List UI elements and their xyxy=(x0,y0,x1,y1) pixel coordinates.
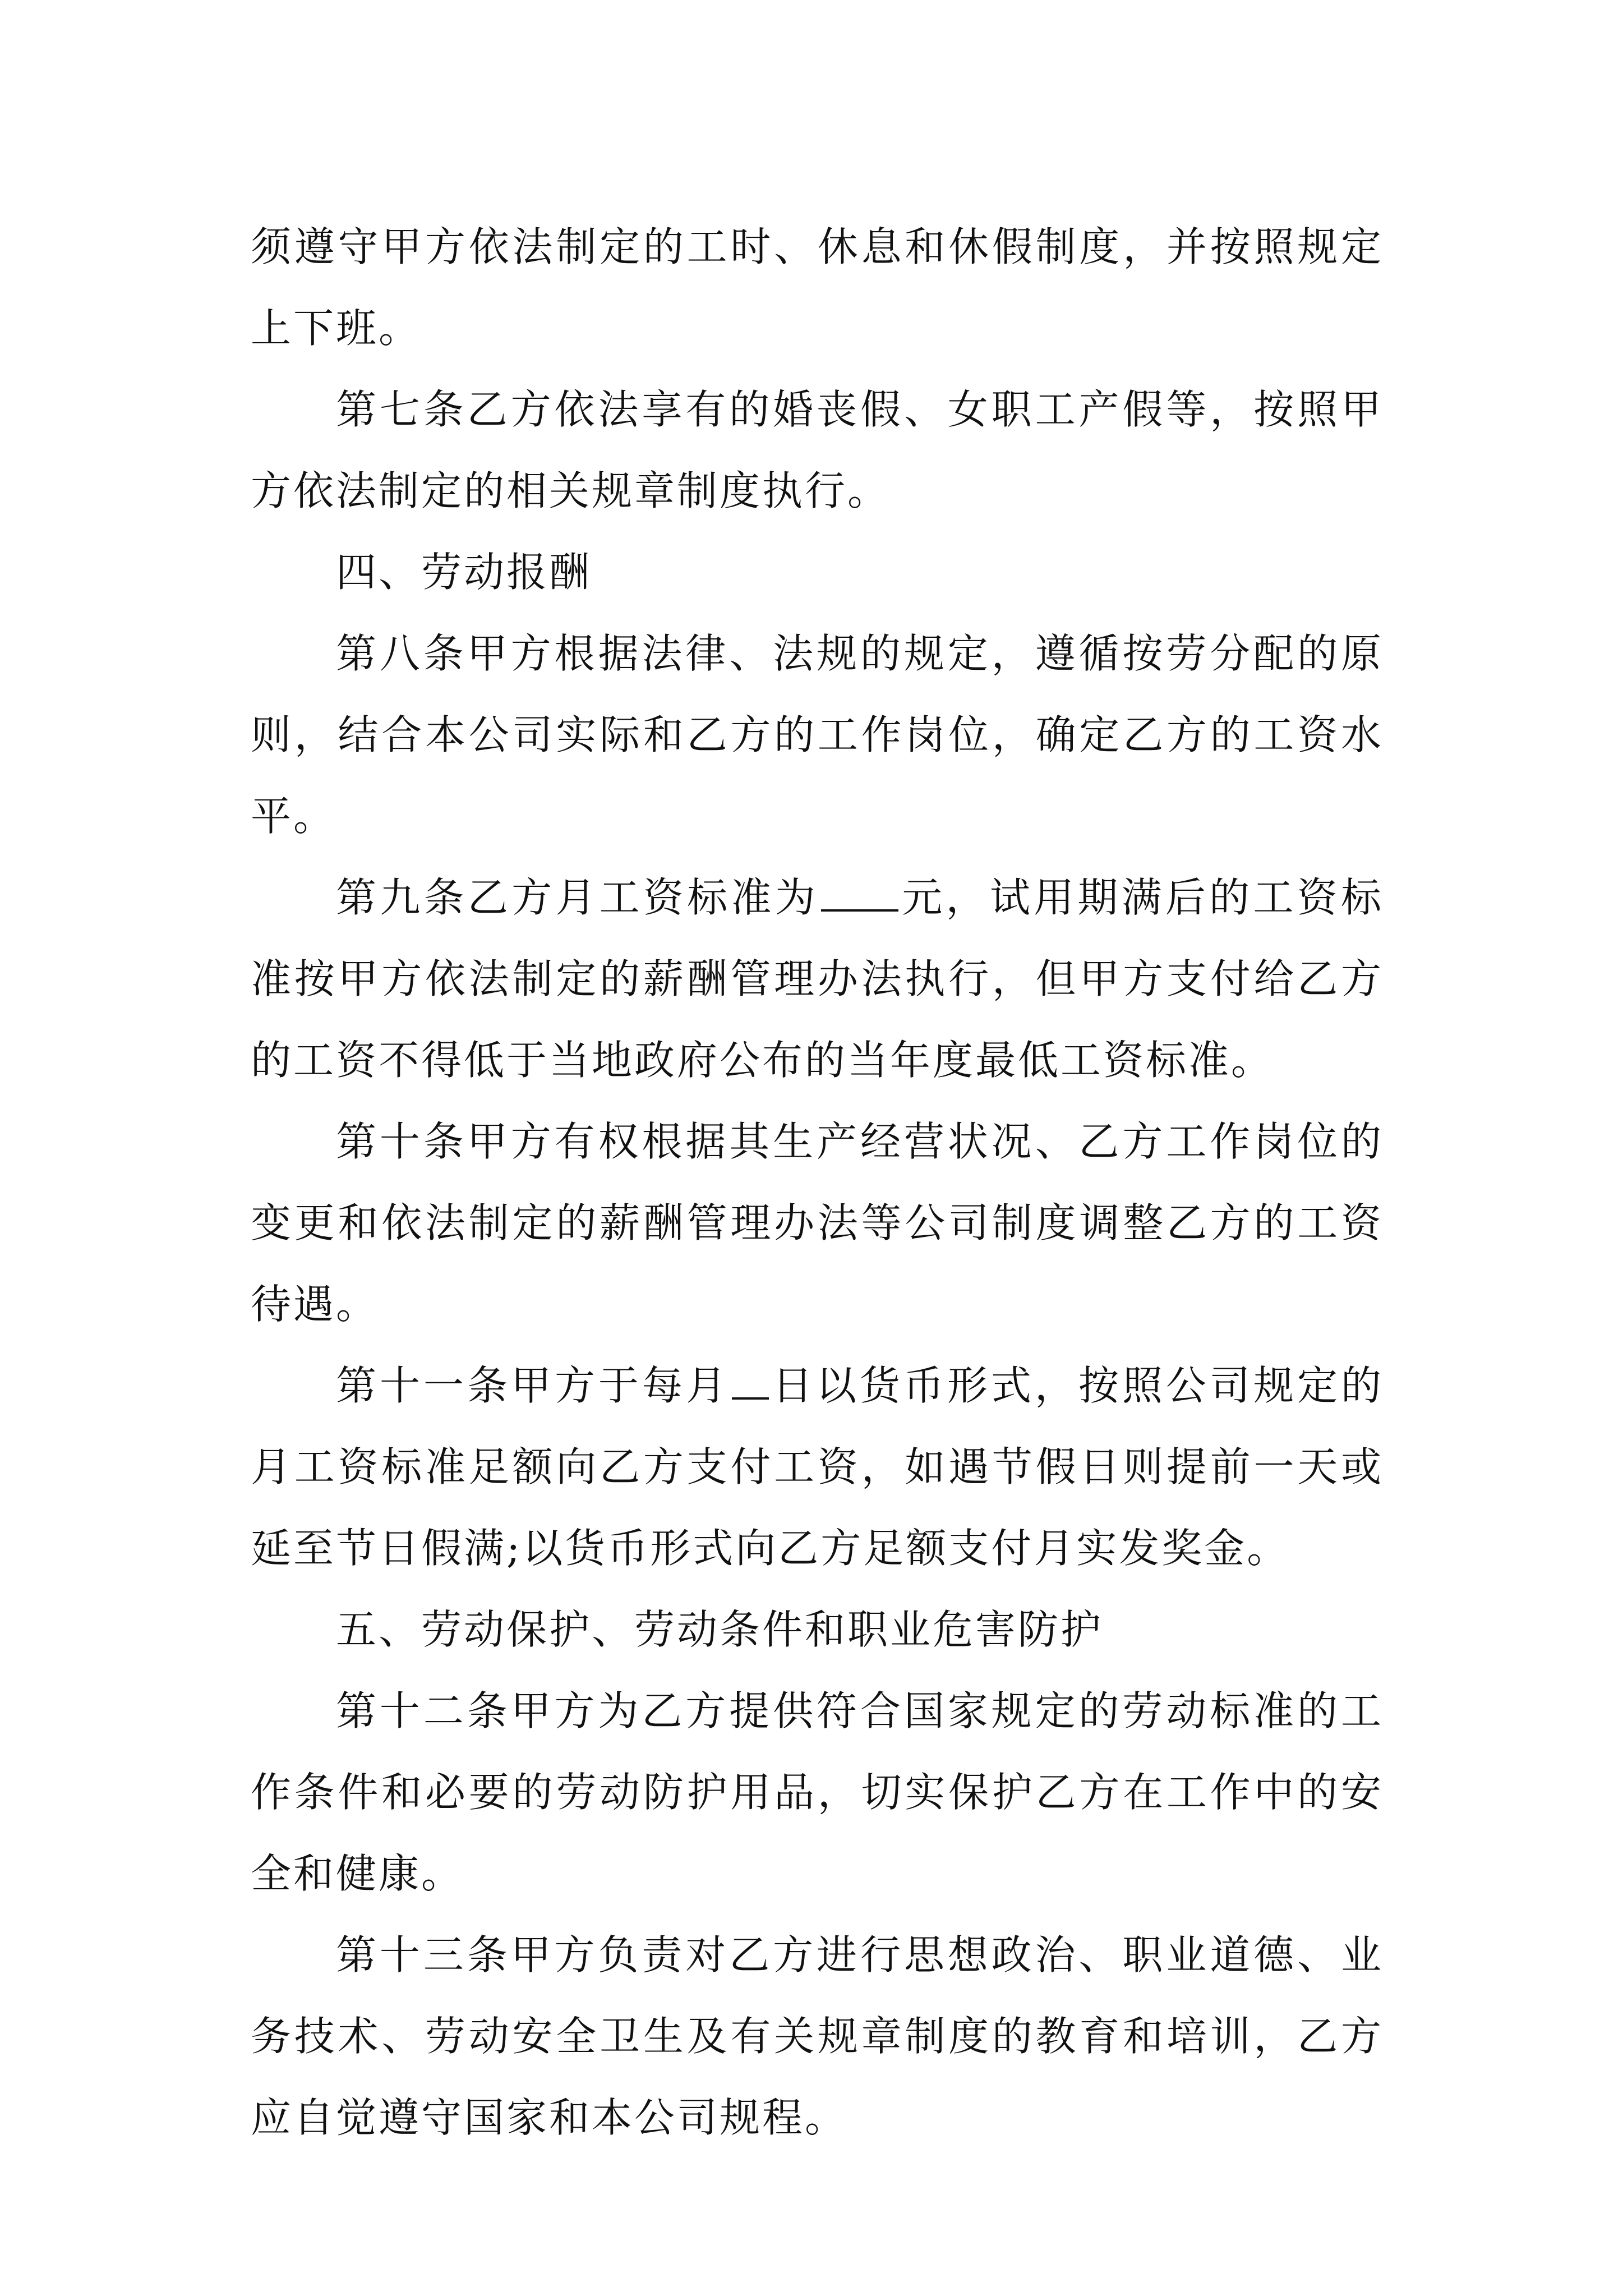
article-11-text-after-blank: 日以货币形式，按照公司规定的月工资标准足额向乙方支付工资，如遇节假日则提前一天或延至节日假满;以货币形式向乙方足额支付月实发奖金。 xyxy=(251,1362,1384,1572)
document-page xyxy=(251,206,1384,2159)
paragraph-article-10: 第十条甲方有权根据其生产经营状况、乙方工作岗位的变更和依法制定的薪酬管理办法等公司制度调整乙方的工资待遇。 xyxy=(251,1118,1384,1328)
payday-blank xyxy=(732,1366,769,1400)
salary-amount-blank xyxy=(821,878,898,912)
paragraph-article-12: 第十二条甲方为乙方提供符合国家规定的劳动标准的工作条件和必要的劳动防护用品，切实保护乙方在工作中的安全和健康。 xyxy=(251,1687,1384,1897)
article-9-text-before-blank: 第九条乙方月工资标准为 xyxy=(336,874,819,921)
section-heading-labor-protection: 五、劳动保护、劳动条件和职业危害防护 xyxy=(336,1606,1104,1653)
section-heading-labor-remuneration: 四、劳动报酬 xyxy=(336,549,592,596)
paragraph-article-11 xyxy=(251,1345,1384,1589)
article-11-text-before-blank: 第十一条甲方于每月 xyxy=(336,1362,730,1409)
paragraph-article-13: 第十三条甲方负责对乙方进行思想政治、职业道德、业务技术、劳动安全卫生及有关规章制度的教育和培训，乙方应自觉遵守国家和本公司规程。 xyxy=(251,1931,1384,2141)
paragraph-article-8: 第八条甲方根据法律、法规的规定，遵循按劳分配的原则，结合本公司实际和乙方的工作岗位，确定乙方的工资水平。 xyxy=(251,630,1384,840)
paragraph-article-7: 第七条乙方依法享有的婚丧假、女职工产假等，按照甲方依法制定的相关规章制度执行。 xyxy=(251,386,1384,514)
paragraph-continuation: 须遵守甲方依法制定的工时、休息和休假制度，并按照规定上下班。 xyxy=(251,223,1384,352)
article-9-text-after-blank: 元，试用期满后的工资标准按甲方依法制定的薪酬管理办法执行，但甲方支付给乙方的工资不得低于当地政府公布的当年度最低工资标准。 xyxy=(251,874,1384,1084)
paragraph-article-9 xyxy=(251,857,1384,1101)
